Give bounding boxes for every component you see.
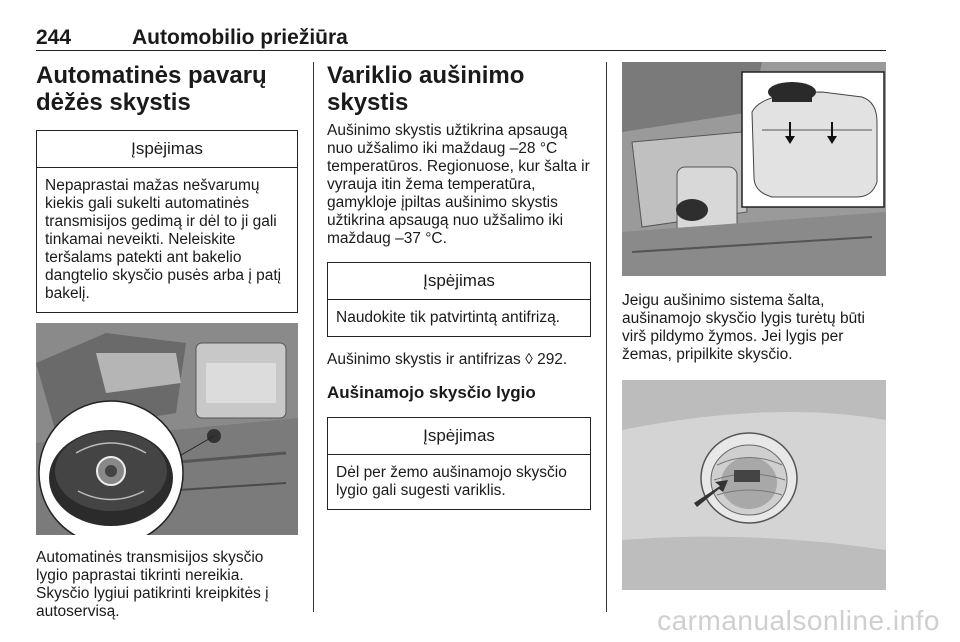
watermark: carmanualsonline.info (657, 605, 940, 636)
warning-box (327, 417, 591, 510)
warning-box (36, 130, 298, 313)
warning-text: Nepaprastai mažas nešvarumų kiekis gali sukelti automatinės transmisijos gedimą ir dėl to ji gali tinkamai neveikti. Neleiskite teršalams patekti ant bakelio dangtelio skysčio pusės arba į patį bakelį. (45, 177, 282, 302)
column-1 (36, 62, 298, 621)
column-divider (606, 62, 607, 612)
subheading-coolant-level: Aušinamojo skysčio lygio (327, 383, 536, 402)
page-number: 244 (36, 26, 72, 49)
chapter-title: Automobilio priežiūra (132, 26, 348, 49)
column-3 (622, 62, 886, 590)
coolant-filler-neck-illustration (622, 380, 886, 590)
coolant-reservoir-icon (622, 62, 886, 276)
warning-title: Įspėjimas (37, 131, 297, 168)
section-heading-transmission-fluid: Automatinės pavarų dėžės skystis (36, 62, 267, 116)
column-2 (327, 62, 591, 510)
section-heading-coolant: Variklio aušinimo skystis (327, 62, 525, 116)
warning-title: Įspėjimas (328, 418, 590, 455)
engine-bay-cap-icon (36, 323, 298, 535)
coolant-intro-paragraph: Aušinimo skystis užtikrina apsaugą nuo užšalimo iki maždaug –28 °C temperatūros. Regionuose, kur šalta ir vyrauja itin žema temperatūra, gamykloje įpiltas aušinimo skystis užtikrina apsaugą nuo užšalimo iki maždaug –37 °C. (327, 122, 590, 247)
column-divider (313, 62, 314, 612)
warning-title: Įspėjimas (328, 263, 590, 300)
warning-text: Naudokite tik patvirtintą antifrizą. (336, 309, 560, 326)
coolant-reference: Aušinimo skystis ir antifrizas ◊ 292. (327, 351, 568, 368)
coolant-reservoir-illustration (622, 62, 886, 276)
transmission-fluid-paragraph: Automatinės transmisijos skysčio lygio paprastai tikrinti nereikia. Skysčio lygiui patikrinti kreipkitės į autoservisą. (36, 549, 269, 620)
filler-neck-icon (622, 380, 886, 590)
transmission-cap-illustration (36, 323, 298, 535)
coolant-level-paragraph: Jeigu aušinimo sistema šalta, aušinamojo skysčio lygis turėtų būti virš pildymo žymos. Jei lygis per žemas, pripilkite skysčio. (622, 292, 865, 363)
page-header (36, 26, 886, 51)
warning-text: Dėl per žemo aušinamojo skysčio lygio gali sugesti variklis. (336, 464, 567, 499)
warning-box (327, 262, 591, 337)
